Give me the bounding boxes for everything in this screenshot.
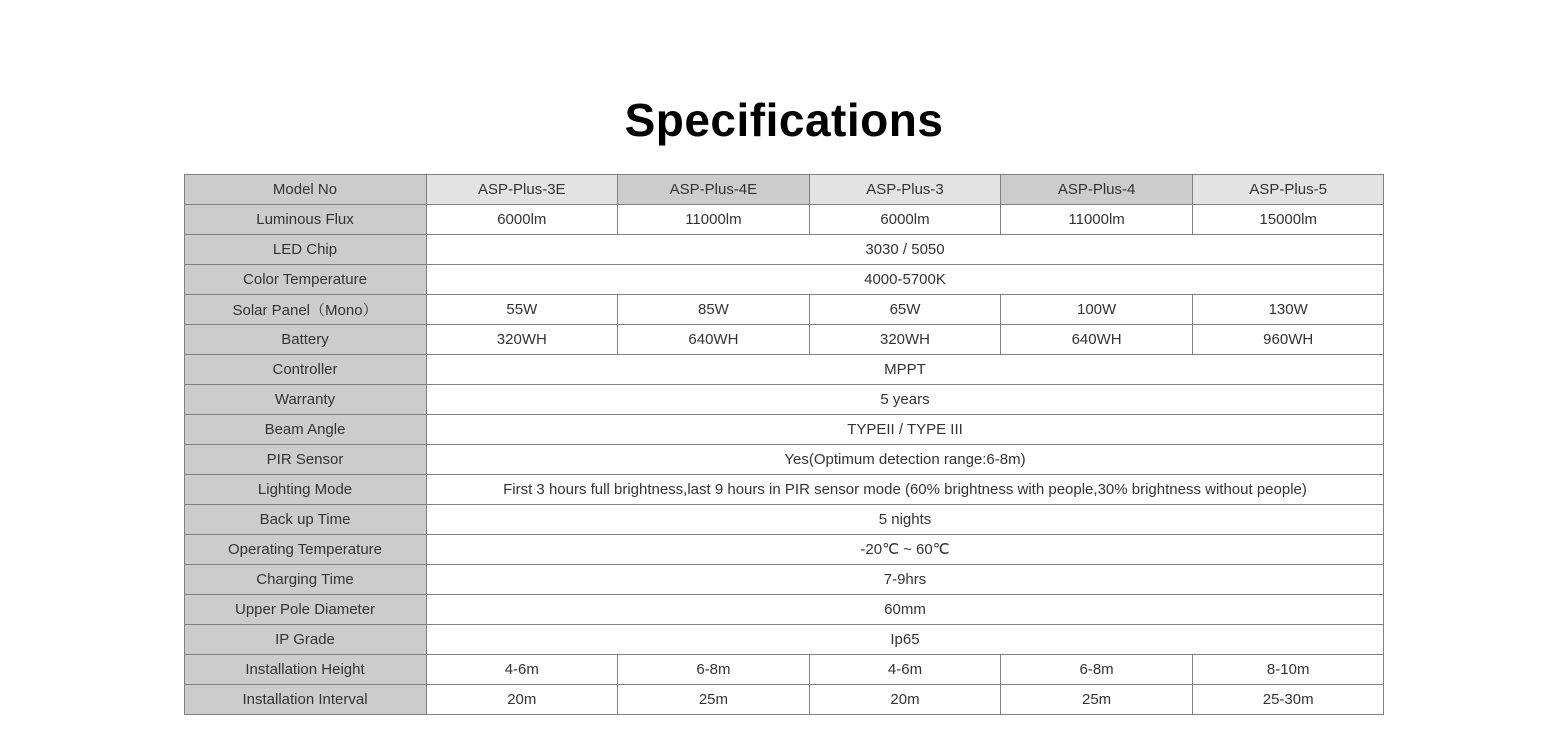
row-value-cell: 25m (618, 684, 810, 714)
table-row (184, 564, 1384, 594)
row-value-cell: 4-6m (426, 654, 618, 684)
row-span-value-cell: First 3 hours full brightness,last 9 hours in PIR sensor mode (60% brightness with people,30% brightness without people) (426, 474, 1384, 504)
row-value-cell: 6000lm (809, 204, 1001, 234)
table-row (184, 534, 1384, 564)
row-value-cell: 11000lm (1001, 204, 1193, 234)
table-row (184, 504, 1384, 534)
header-model-cell: ASP-Plus-3E (426, 174, 618, 204)
table-row (184, 594, 1384, 624)
row-label-cell: Operating Temperature (184, 534, 426, 564)
row-label-cell: PIR Sensor (184, 444, 426, 474)
row-value-cell: 100W (1001, 294, 1193, 324)
row-label-cell: Battery (184, 324, 426, 354)
row-label-cell: Beam Angle (184, 414, 426, 444)
page-title: Specifications (624, 94, 944, 146)
row-label-cell: IP Grade (184, 624, 426, 654)
row-label-cell: Solar Panel（Mono） (184, 294, 426, 324)
row-label-cell: LED Chip (184, 234, 426, 264)
header-model-cell: ASP-Plus-5 (1192, 174, 1384, 204)
row-label-cell: Installation Interval (184, 684, 426, 714)
header-model-cell: ASP-Plus-4E (618, 174, 810, 204)
row-value-cell: 20m (426, 684, 618, 714)
table-row (184, 204, 1384, 234)
row-value-cell: 25-30m (1192, 684, 1384, 714)
row-value-cell: 640WH (1001, 324, 1193, 354)
row-span-value-cell: 60mm (426, 594, 1384, 624)
row-value-cell: 8-10m (1192, 654, 1384, 684)
row-value-cell: 25m (1001, 684, 1193, 714)
table-row (184, 354, 1384, 384)
row-value-cell: 6-8m (1001, 654, 1193, 684)
row-value-cell: 11000lm (618, 204, 810, 234)
row-label-cell: Upper Pole Diameter (184, 594, 426, 624)
row-value-cell: 65W (809, 294, 1001, 324)
row-value-cell: 85W (618, 294, 810, 324)
row-value-cell: 640WH (618, 324, 810, 354)
row-span-value-cell: Ip65 (426, 624, 1384, 654)
table-body (184, 204, 1384, 714)
row-span-value-cell: 7-9hrs (426, 564, 1384, 594)
row-value-cell: 6000lm (426, 204, 618, 234)
row-span-value-cell: TYPEII / TYPE III (426, 414, 1384, 444)
row-value-cell: 320WH (809, 324, 1001, 354)
row-label-cell: Back up Time (184, 504, 426, 534)
table-row (184, 474, 1384, 504)
table-header-row (184, 174, 1384, 204)
table-row (184, 624, 1384, 654)
row-value-cell: 6-8m (618, 654, 810, 684)
row-span-value-cell: 5 nights (426, 504, 1384, 534)
row-value-cell: 960WH (1192, 324, 1384, 354)
row-label-cell: Luminous Flux (184, 204, 426, 234)
table-head (184, 174, 1384, 204)
row-value-cell: 15000lm (1192, 204, 1384, 234)
row-value-cell: 320WH (426, 324, 618, 354)
table-row (184, 294, 1384, 324)
row-value-cell: 20m (809, 684, 1001, 714)
row-span-value-cell: 3030 / 5050 (426, 234, 1384, 264)
table-row (184, 264, 1384, 294)
row-value-cell: 4-6m (809, 654, 1001, 684)
header-model-cell: ASP-Plus-4 (1001, 174, 1193, 204)
table-row (184, 414, 1384, 444)
row-label-cell: Controller (184, 354, 426, 384)
row-label-cell: Installation Height (184, 654, 426, 684)
header-label-cell: Model No (184, 174, 426, 204)
row-label-cell: Lighting Mode (184, 474, 426, 504)
table-row (184, 324, 1384, 354)
table-row (184, 384, 1384, 414)
row-value-cell: 55W (426, 294, 618, 324)
specifications-table (184, 174, 1385, 715)
header-model-cell: ASP-Plus-3 (809, 174, 1001, 204)
row-span-value-cell: 4000-5700K (426, 264, 1384, 294)
table-row (184, 684, 1384, 714)
row-span-value-cell: MPPT (426, 354, 1384, 384)
table-row (184, 234, 1384, 264)
row-span-value-cell: Yes(Optimum detection range:6-8m) (426, 444, 1384, 474)
row-label-cell: Warranty (184, 384, 426, 414)
table-row (184, 444, 1384, 474)
row-span-value-cell: 5 years (426, 384, 1384, 414)
row-value-cell: 130W (1192, 294, 1384, 324)
table-row (184, 654, 1384, 684)
row-span-value-cell: -20℃ ~ 60℃ (426, 534, 1384, 564)
row-label-cell: Color Temperature (184, 264, 426, 294)
row-label-cell: Charging Time (184, 564, 426, 594)
